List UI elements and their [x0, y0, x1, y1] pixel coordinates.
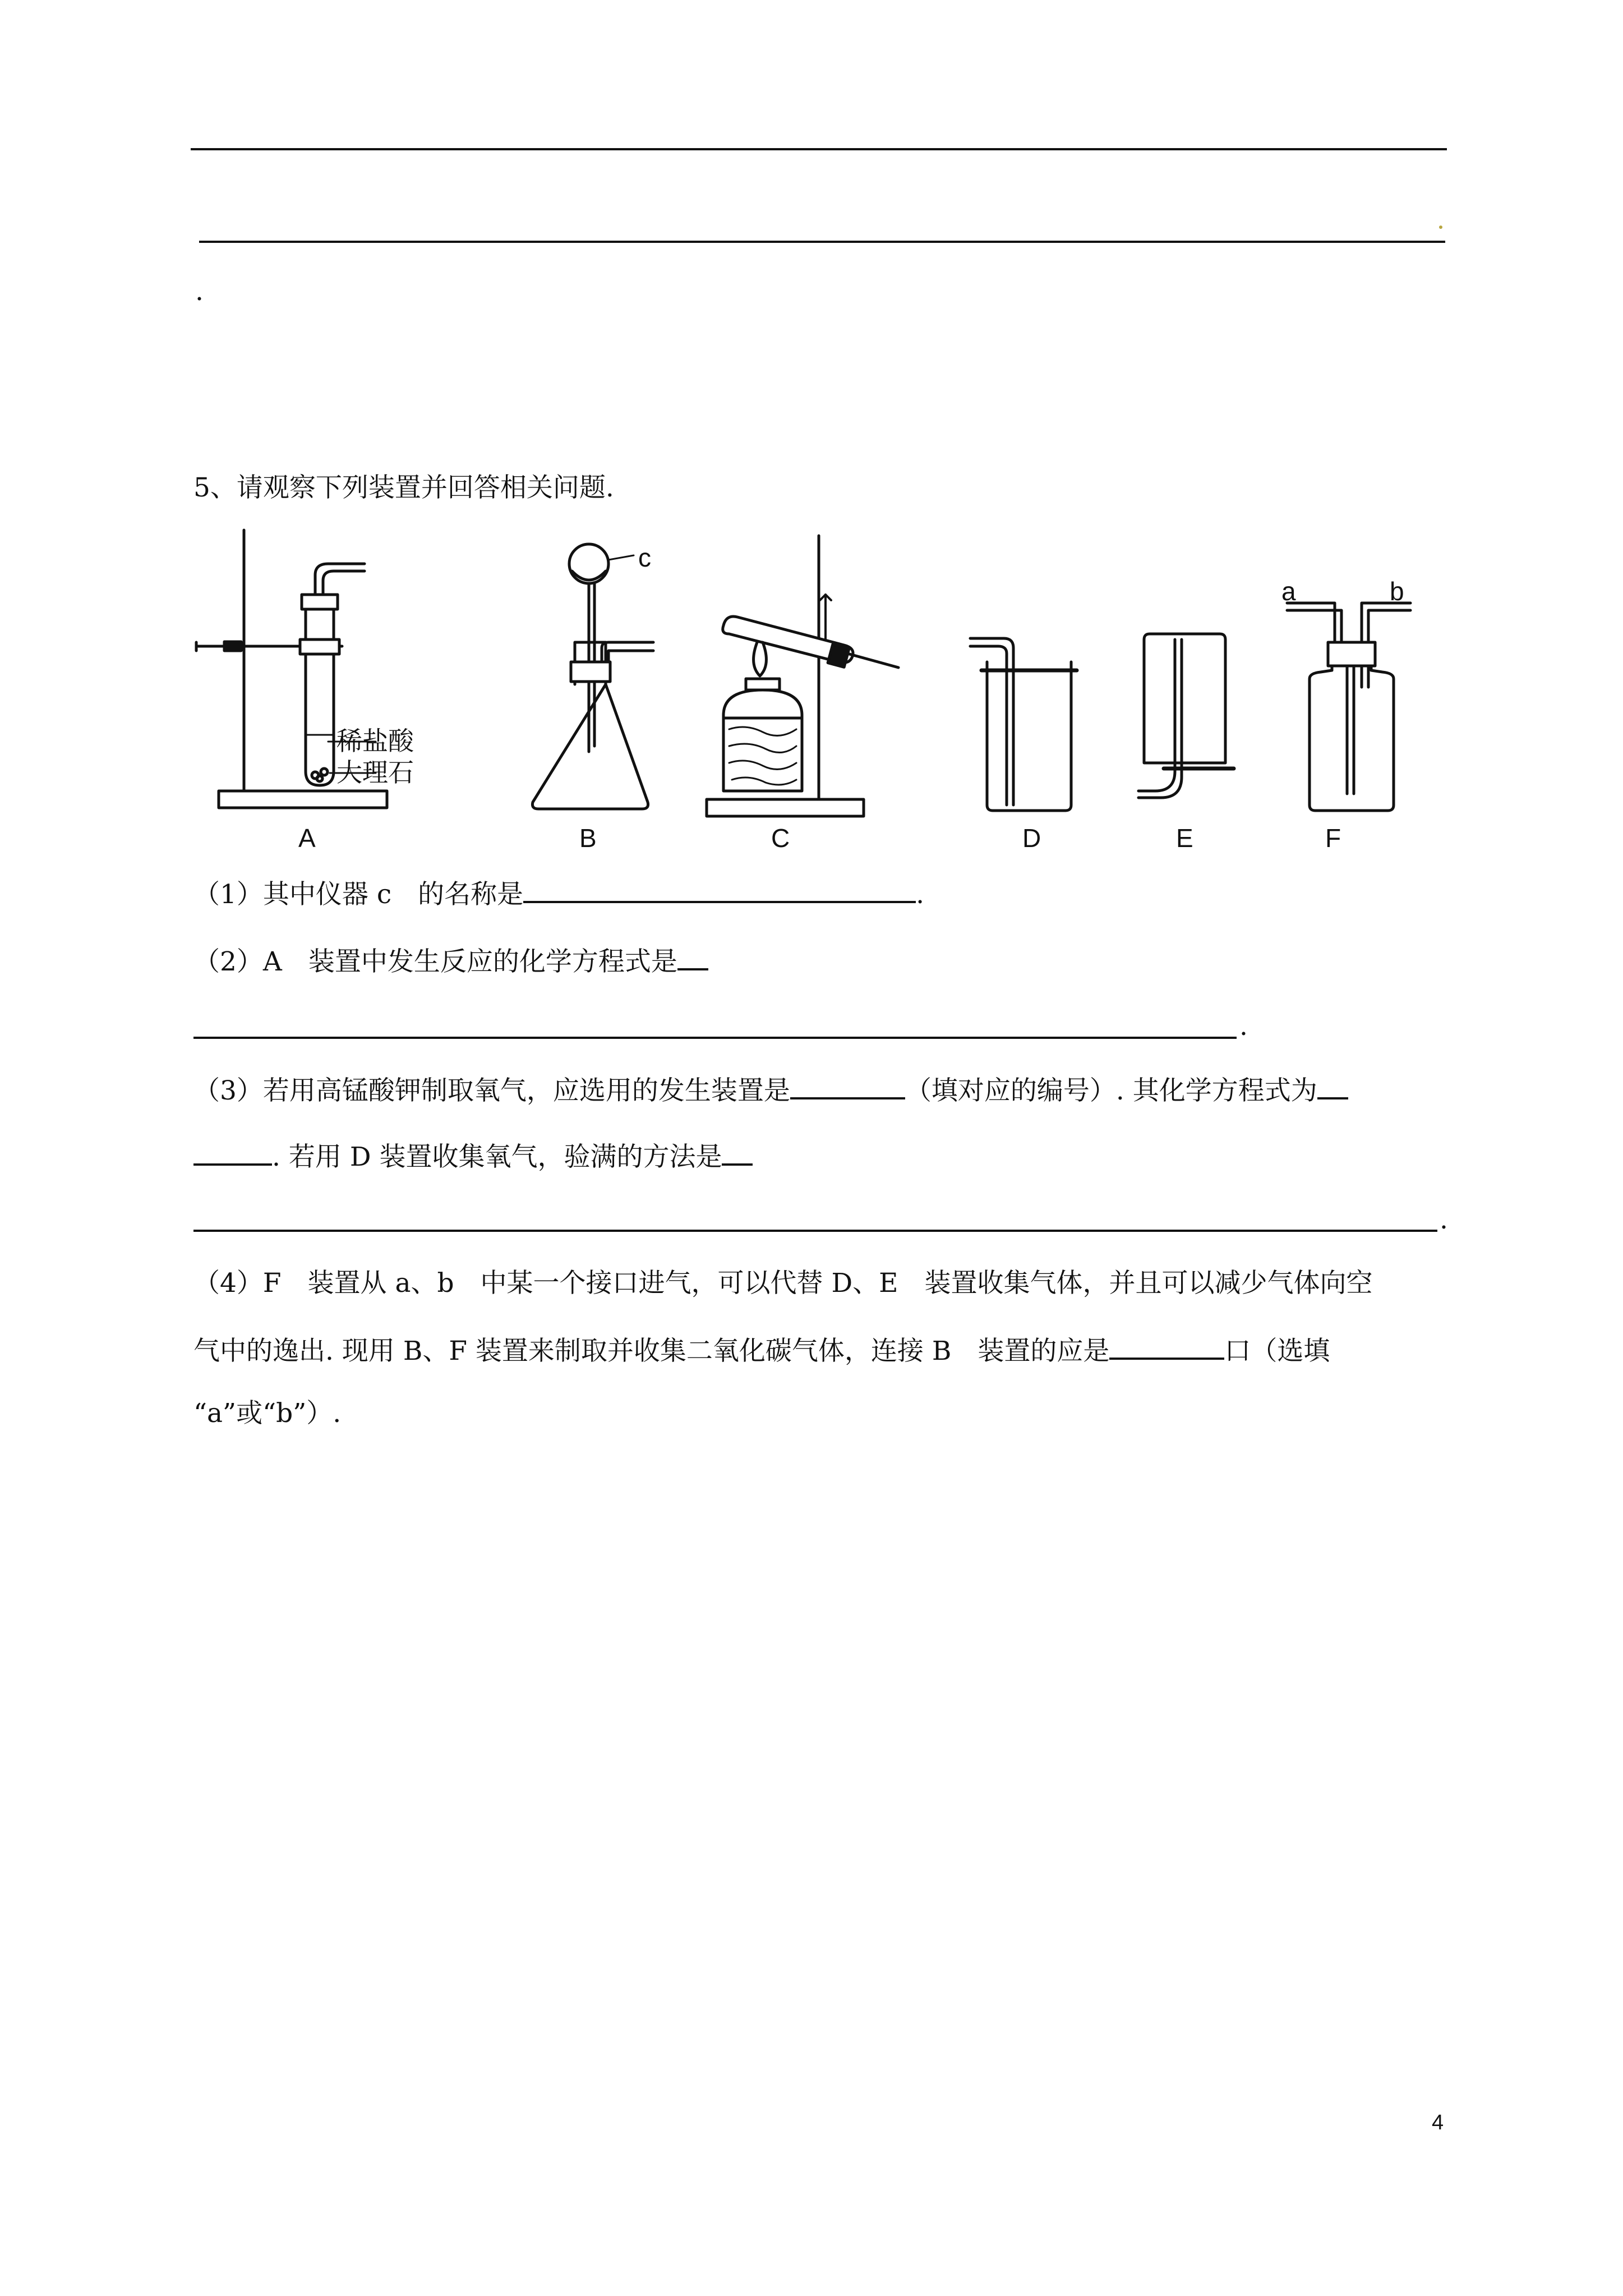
question-4-line-2	[193, 1332, 1330, 1368]
callout-marble: 大理石	[336, 758, 414, 787]
callout-a: a	[1281, 577, 1296, 606]
answer-line-top-2	[199, 241, 1445, 243]
question-2-end: .	[1239, 1011, 1248, 1042]
question-1	[193, 875, 924, 912]
question-3-end: .	[1440, 1204, 1448, 1235]
label-d: D	[1022, 823, 1041, 853]
question-3-text-b: （填对应的编号）. 其化学方程式为	[905, 1075, 1317, 1106]
label-c: C	[771, 823, 790, 853]
answer-blank-3d[interactable]	[722, 1138, 753, 1166]
question-3-text-c: . 若用 D 装置收集氧气，验满的方法是	[272, 1142, 722, 1172]
callout-acid: 稀盐酸	[336, 726, 414, 756]
question-2-text: （2）A 装置中发生反应的化学方程式是	[193, 946, 677, 977]
callout-b: b	[1390, 577, 1404, 606]
question-3-text-a: （3）若用高锰酸钾制取氧气，应选用的发生装置是	[193, 1075, 790, 1106]
apparatus-d	[970, 638, 1077, 811]
question-4-line-1: （4）F 装置从 a、b 中某一个接口进气，可以代替 D、E 装置收集气体，并且可以减少气体向空	[193, 1268, 1373, 1299]
question-3-line-2	[193, 1138, 753, 1174]
apparatus-f	[1287, 603, 1410, 811]
callout-c: c	[638, 543, 651, 572]
label-f: F	[1325, 823, 1341, 853]
question-1-suffix: .	[916, 879, 925, 910]
question-2	[193, 942, 708, 979]
answer-blank-3b[interactable]	[1317, 1071, 1348, 1099]
apparatus-figure	[191, 522, 1447, 858]
answer-line-top-1	[191, 148, 1447, 150]
question-title: 5、请观察下列装置并回答相关问题.	[193, 472, 614, 503]
answer-line-2	[193, 1037, 1237, 1039]
stray-mark	[1439, 226, 1442, 229]
question-4-text-a: 气中的逸出. 现用 B、F 装置来制取并收集二氧化碳气体，连接 B 装置的应是	[193, 1336, 1110, 1366]
apparatus-e	[1138, 634, 1234, 798]
label-e: E	[1176, 823, 1193, 853]
question-1-text: （1）其中仪器 c 的名称是	[193, 879, 524, 910]
question-4-line-3: “a”或“b”）.	[193, 1398, 342, 1429]
answer-blank-3a[interactable]	[790, 1071, 905, 1099]
question-3-line-1	[193, 1071, 1348, 1108]
apparatus-c	[707, 536, 898, 816]
top-period: .	[195, 276, 204, 307]
answer-blank-4[interactable]	[1109, 1332, 1224, 1360]
answer-line-3	[193, 1230, 1437, 1232]
answer-blank-2a[interactable]	[677, 942, 708, 970]
question-4-text-b: 口（选填	[1224, 1336, 1330, 1366]
label-b: B	[579, 823, 597, 853]
answer-blank-3c[interactable]	[193, 1138, 272, 1166]
apparatus-b	[532, 544, 653, 809]
label-a: A	[298, 823, 316, 853]
answer-blank-1[interactable]	[523, 875, 916, 903]
page-number: 4	[1432, 2111, 1444, 2134]
